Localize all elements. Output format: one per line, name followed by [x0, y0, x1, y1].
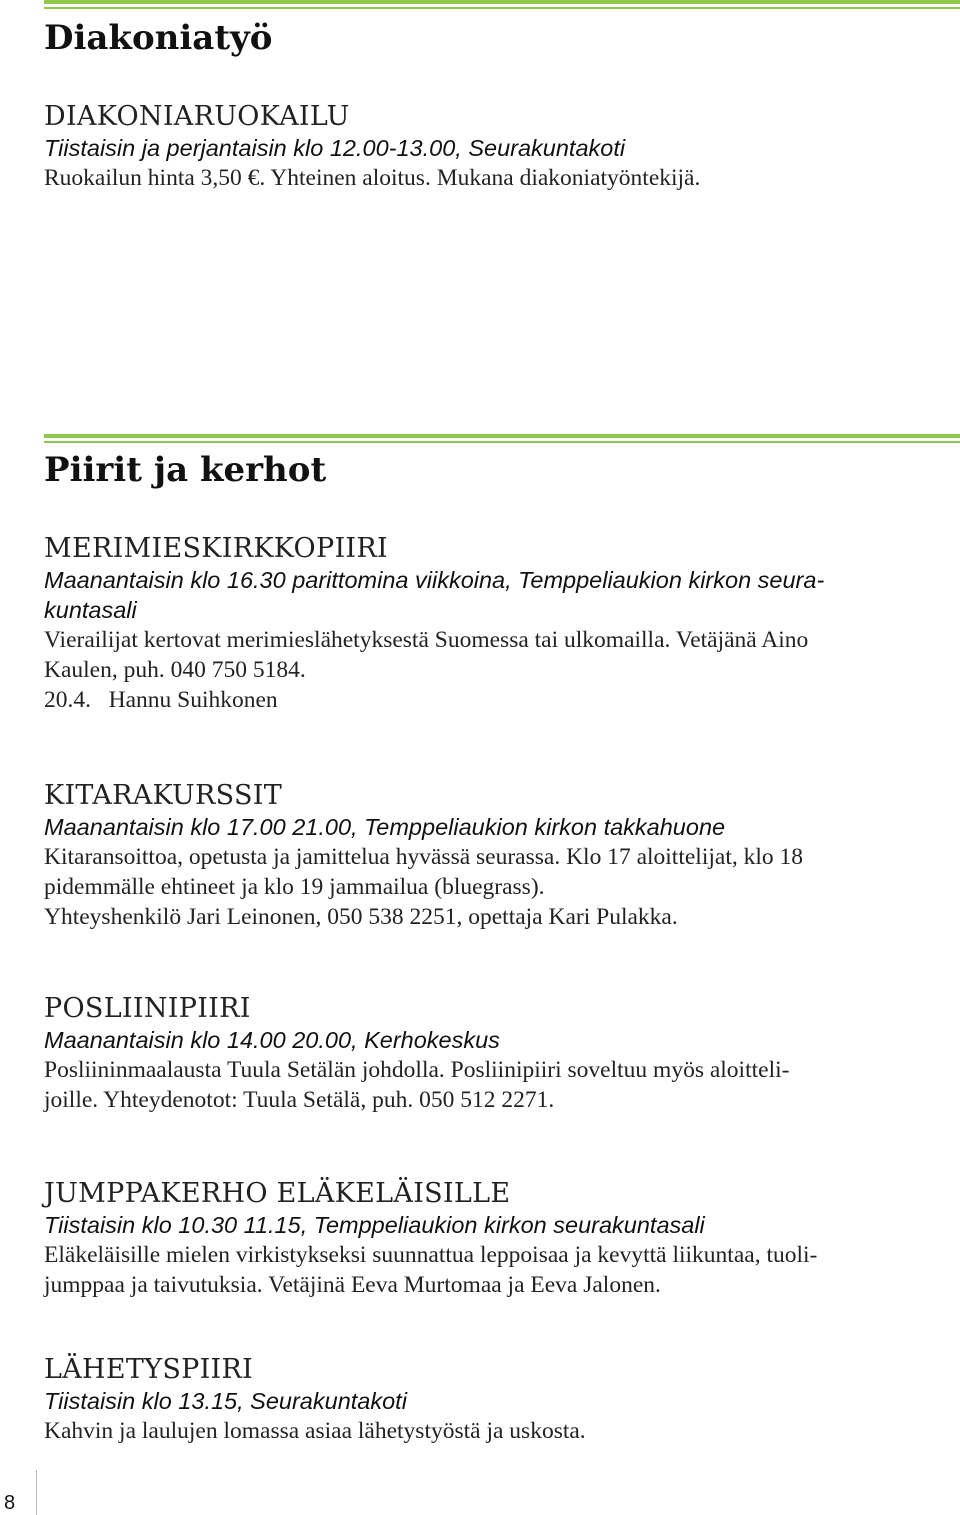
entry-schedule: Tiistaisin klo 13.15, Seurakuntakoti — [44, 1388, 407, 1414]
entry-description: Ruokailun hinta 3,50 €. Yhteinen aloitus. Mukana diakoniatyöntekijä. — [44, 165, 701, 191]
entry-description: joille. Yhteydenotot: Tuula Setälä, puh. 050 512 2271. — [44, 1087, 555, 1113]
entry-kitarakurssit — [44, 780, 944, 932]
entry-title: DIAKONIARUOKAILU — [44, 101, 350, 132]
top-rule — [44, 0, 960, 9]
entry-description: Kitaransoittoa, opetusta ja jamittelua hyvässä seurassa. Klo 17 aloittelijat, klo 18 — [44, 844, 803, 870]
entry-description: Posliininmaalausta Tuula Setälän johdolla. Posliinipiiri soveltuu myös aloitteli- — [44, 1057, 790, 1083]
section-rule — [44, 434, 960, 443]
entry-title: KITARAKURSSIT — [44, 780, 283, 811]
entry-merimieskirkkopiiri — [44, 533, 944, 715]
entry-description: pidemmälle ehtineet ja klo 19 jammailua (bluegrass). — [44, 874, 545, 900]
section-heading-piirit-ja-kerhot: Piirit ja kerhot — [44, 450, 327, 490]
entry-schedule-cont: kuntasali — [44, 597, 137, 623]
entry-diakoniaruokailu — [44, 101, 944, 193]
page-number: 8 — [4, 1492, 16, 1514]
entry-posliinipiiri — [44, 993, 944, 1115]
entry-title: LÄHETYSPIIRI — [44, 1354, 254, 1385]
entry-event: 20.4. Hannu Suihkonen — [44, 687, 278, 713]
entry-description: jumppaa ja taivutuksia. Vetäjinä Eeva Murtomaa ja Eeva Jalonen. — [44, 1272, 661, 1298]
entry-lahetyspiiri — [44, 1354, 944, 1446]
entry-description: Eläkeläisille mielen virkistykseksi suunnattua leppoisaa ja kevyttä liikuntaa, tuoli- — [44, 1242, 818, 1268]
entry-schedule: Maanantaisin klo 16.30 parittomina viikkoina, Temppeliaukion kirkon seura- — [44, 567, 825, 593]
margin-divider — [36, 1470, 37, 1515]
entry-title: POSLIINIPIIRI — [44, 993, 251, 1024]
entry-schedule: Tiistaisin klo 10.30 11.15, Temppeliaukion kirkon seurakuntasali — [44, 1212, 705, 1238]
entry-schedule: Maanantaisin klo 17.00 21.00, Temppeliaukion kirkon takkahuone — [44, 814, 726, 840]
entry-description: Vierailijat kertovat merimieslähetyksestä Suomessa tai ulkomailla. Vetäjänä Aino — [44, 627, 809, 653]
entry-description: Kaulen, puh. 040 750 5184. — [44, 657, 306, 683]
entry-description: Kahvin ja laulujen lomassa asiaa lähetystyöstä ja uskosta. — [44, 1418, 586, 1444]
entry-title: JUMPPAKERHO ELÄKELÄISILLE — [44, 1178, 511, 1209]
section-heading-diakoniatyo: Diakoniatyö — [44, 18, 273, 58]
entry-jumppakerho — [44, 1178, 944, 1300]
entry-title: MERIMIESKIRKKOPIIRI — [44, 533, 388, 564]
entry-schedule: Tiistaisin ja perjantaisin klo 12.00-13.00, Seurakuntakoti — [44, 135, 626, 161]
entry-schedule: Maanantaisin klo 14.00 20.00, Kerhokeskus — [44, 1027, 500, 1053]
entry-contact: Yhteyshenkilö Jari Leinonen, 050 538 2251, opettaja Kari Pulakka. — [44, 904, 678, 930]
